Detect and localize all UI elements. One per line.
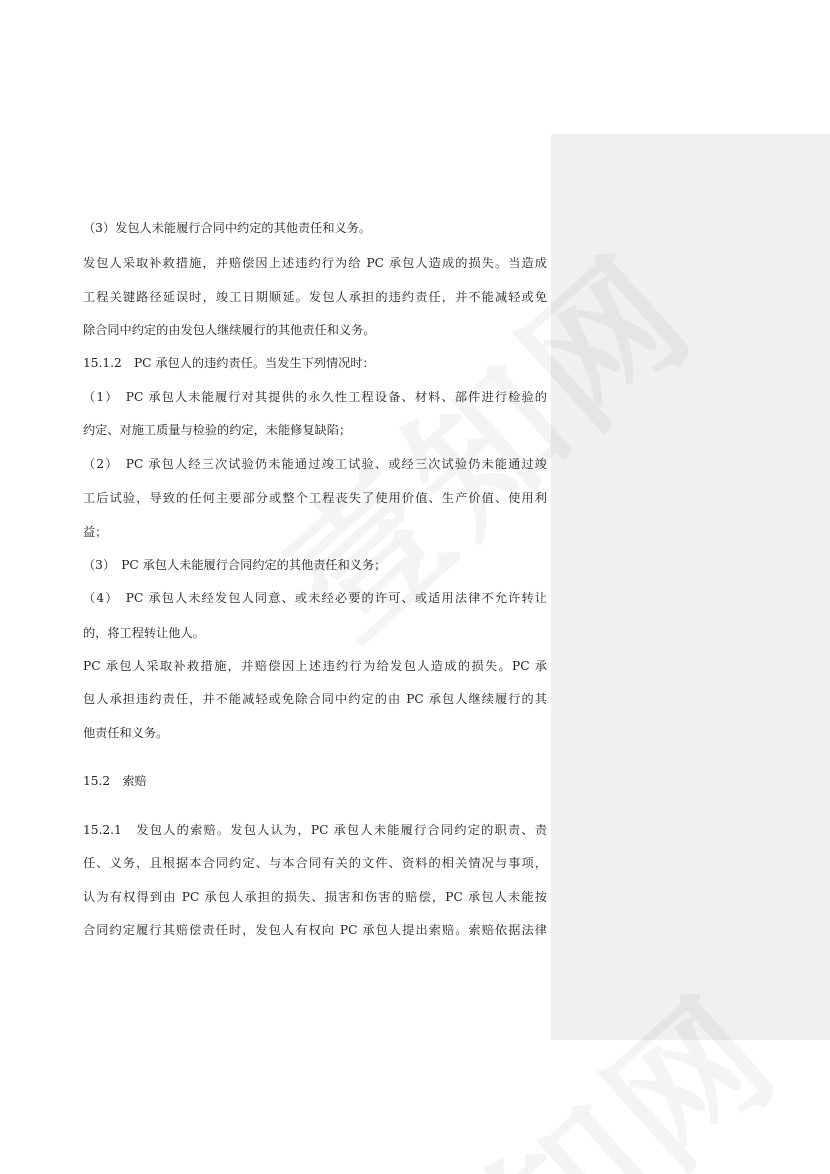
- text-line: 除合同中约定的由发包人继续履行的其他责任和义务。: [83, 323, 376, 337]
- section-heading: 15.1.2 PC 承包人的违约责任。当发生下列情况时：: [83, 356, 375, 370]
- text-line: 工后试验，导致的任何主要部分或整个工程丧失了使用价值、生产价值、使用利: [83, 491, 547, 505]
- text-line: 认为有权得到由 PC 承包人承担的损失、损害和伤害的赔偿，PC 承包人未能按: [83, 890, 547, 904]
- text-line: 工程关键路径延误时，竣工日期顺延。发包人承担的违约责任，并不能减轻或免: [83, 290, 547, 304]
- text-line: PC 承包人采取补救措施，并赔偿因上述违约行为给发包人造成的损失。PC 承: [83, 659, 547, 673]
- text-line: 合同约定履行其赔偿责任时，发包人有权向 PC 承包人提出索赔。索赔依据法律: [83, 923, 547, 937]
- text-line: 他责任和义务。: [83, 726, 169, 740]
- text-line: 的，将工程转让他人。: [83, 626, 205, 640]
- text-line: 发包人采取补救措施，并赔偿因上述违约行为给 PC 承包人造成的损失。当造成: [83, 256, 547, 270]
- text-line: （4） PC 承包人未经发包人同意、或未经必要的许可、或适用法律不允许转让: [83, 591, 547, 605]
- comment-margin-panel: [551, 134, 830, 1040]
- section-heading: 15.2 索赔: [83, 774, 147, 788]
- text-line: 益；: [83, 525, 108, 539]
- text-line: 包人承担违约责任，并不能减轻或免除合同中约定的由 PC 承包人继续履行的其: [83, 692, 547, 706]
- text-line: 15.2.1 发包人的索赔。发包人认为，PC 承包人未能履行合同约定的职责、责: [83, 823, 547, 837]
- text-line: （1） PC 承包人未能履行对其提供的永久性工程设备、材料、部件进行检验的: [83, 390, 547, 404]
- text-line: （3） PC 承包人未能履行合同约定的其他责任和义务；: [83, 558, 387, 572]
- text-line: （2） PC 承包人经三次试验仍未能通过竣工试验、或经三次试验仍未能通过竣: [83, 457, 547, 471]
- text-line: 任、义务，且根据本合同约定、与本合同有关的文件、资料的相关情况与事项，: [83, 856, 547, 870]
- text-line: 约定、对施工质量与检验的约定，未能修复缺陷；: [83, 423, 352, 437]
- text-line: （3）发包人未能履行合同中约定的其他责任和义务。: [83, 221, 372, 235]
